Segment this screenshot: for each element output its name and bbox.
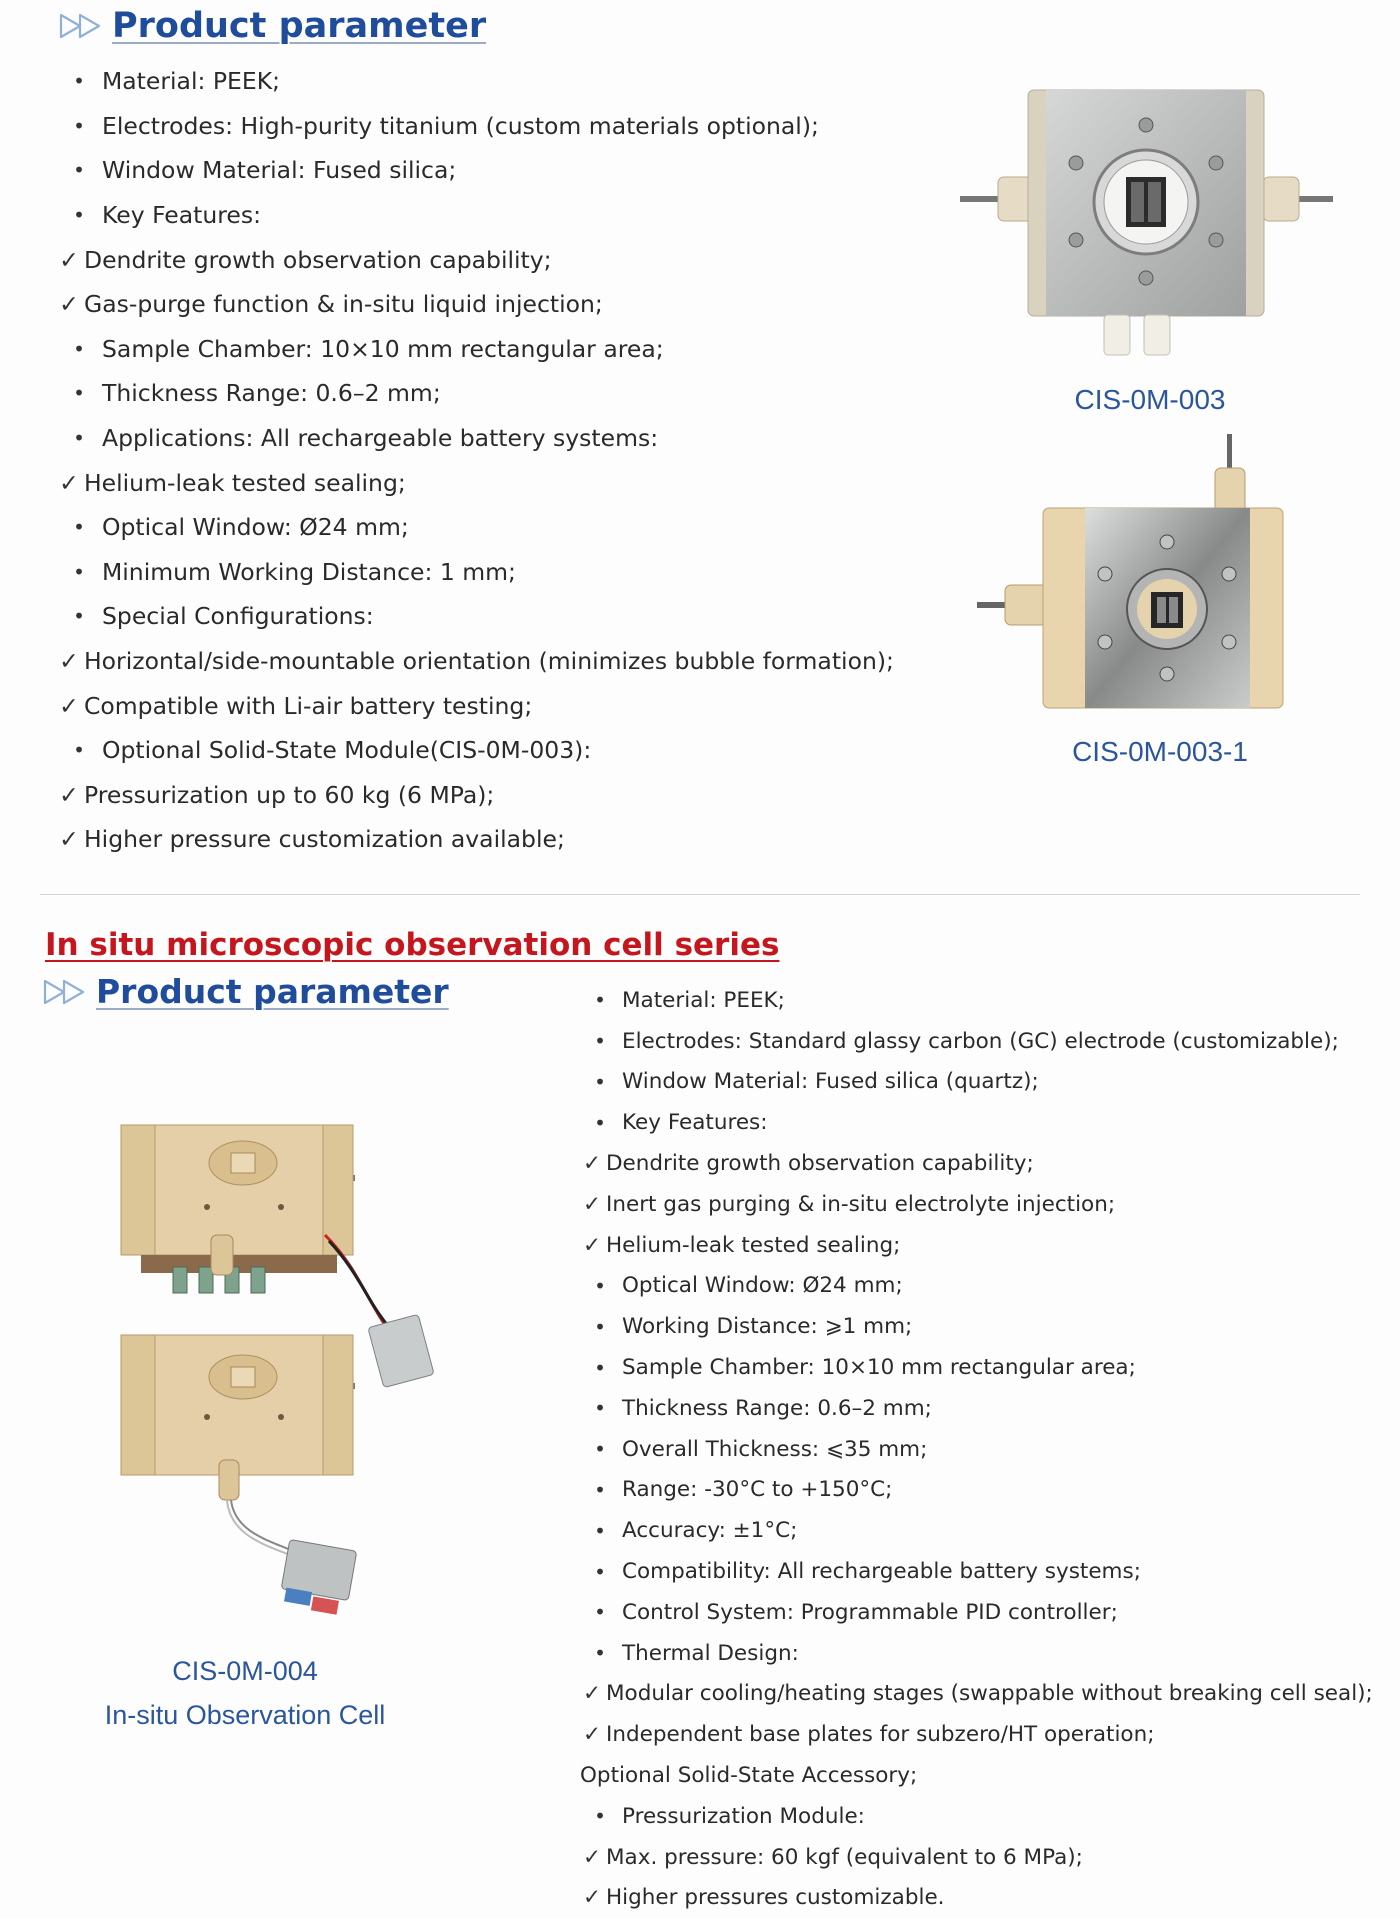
product-caption-cis-0m-003: CIS-0M-003 <box>1074 384 1226 415</box>
checkmark-icon: ✓ <box>59 691 79 720</box>
parameter-text: Dendrite growth observation capability; <box>84 245 552 274</box>
parameter-text: Pressurization Module: <box>622 1803 865 1829</box>
parameter-item <box>56 371 894 416</box>
bullet-icon: • <box>594 1396 606 1421</box>
parameter-item <box>56 237 894 282</box>
parameter-item <box>56 282 894 327</box>
checkmark-icon: ✓ <box>582 1844 601 1870</box>
product-image-cis-0m-004 <box>115 1115 455 1615</box>
bullet-icon: • <box>73 113 85 138</box>
bullet-icon: • <box>594 988 606 1013</box>
parameter-text: Optional Solid-State Module(CIS-0M-003): <box>102 736 592 765</box>
bullet-icon: • <box>594 1477 606 1502</box>
checkmark-icon: ✓ <box>582 1191 601 1217</box>
parameter-text: Special Configurations: <box>102 602 374 631</box>
parameter-text: Window Material: Fused silica; <box>102 156 457 185</box>
product-caption-cis-0m-003-1: CIS-0M-003-1 <box>1072 736 1248 767</box>
parameter-text: Helium-leak tested sealing; <box>84 468 406 497</box>
bullet-icon: • <box>73 336 85 361</box>
bullet-icon: • <box>73 604 85 629</box>
parameter-item <box>56 416 894 461</box>
section1-heading-text: Product parameter <box>112 6 487 46</box>
bullet-icon: • <box>594 1273 606 1298</box>
section1-heading <box>58 6 486 46</box>
bullet-icon: • <box>594 1559 606 1584</box>
bullet-icon: • <box>594 1804 606 1829</box>
parameter-item <box>56 683 894 728</box>
bullet-icon: • <box>73 426 85 451</box>
parameter-item <box>580 1551 1373 1592</box>
parameter-item <box>56 550 894 595</box>
bullet-icon: • <box>594 1600 606 1625</box>
parameter-text: Optical Window: Ø24 mm; <box>622 1273 903 1299</box>
parameter-text: Sample Chamber: 10×10 mm rectangular area; <box>622 1355 1136 1381</box>
parameter-item <box>56 148 894 193</box>
parameter-item <box>580 980 1373 1021</box>
parameter-text: Electrodes: Standard glassy carbon (GC) electrode (customizable); <box>622 1028 1339 1054</box>
parameter-text: Key Features: <box>102 201 262 230</box>
parameter-text: Thermal Design: <box>622 1640 799 1666</box>
parameter-text: Inert gas purging & in-situ electrolyte injection; <box>606 1191 1116 1217</box>
parameter-text: Key Features: <box>622 1110 768 1136</box>
parameter-item <box>580 1143 1373 1184</box>
checkmark-icon: ✓ <box>59 780 79 809</box>
parameter-text: Gas-purge function & in-situ liquid injection; <box>84 290 603 319</box>
parameter-item <box>580 1429 1373 1470</box>
parameter-item <box>56 817 894 862</box>
parameter-item <box>580 1714 1373 1755</box>
checkmark-icon: ✓ <box>582 1232 601 1258</box>
parameter-text: Pressurization up to 60 kg (6 MPa); <box>84 780 495 809</box>
bullet-icon: • <box>594 1029 606 1054</box>
parameter-item <box>580 1837 1373 1878</box>
bullet-icon: • <box>594 1437 606 1462</box>
parameter-text: Max. pressure: 60 kgf (equivalent to 6 MPa); <box>606 1844 1083 1870</box>
parameter-item <box>580 1102 1373 1143</box>
parameter-text: Material: PEEK; <box>102 67 281 96</box>
product-caption-cis-0m-004: CIS-0M-004 <box>172 1656 318 1686</box>
parameter-text: Working Distance: ⩾1 mm; <box>622 1314 913 1340</box>
parameter-item <box>56 104 894 149</box>
parameter-item <box>580 1755 1373 1796</box>
parameter-item <box>580 1266 1373 1307</box>
parameter-text: Thickness Range: 0.6–2 mm; <box>622 1395 932 1421</box>
parameter-item <box>580 1184 1373 1225</box>
checkmark-icon: ✓ <box>582 1681 601 1707</box>
parameter-text: Independent base plates for subzero/HT operation; <box>606 1722 1155 1748</box>
parameter-text: Modular cooling/heating stages (swappable without breaking cell seal); <box>606 1681 1373 1707</box>
bullet-icon: • <box>594 1069 606 1094</box>
parameter-item <box>580 1510 1373 1551</box>
parameter-item <box>56 59 894 104</box>
parameter-text: Accuracy: ±1°C; <box>622 1518 798 1544</box>
bullet-icon: • <box>594 1110 606 1135</box>
bullet-icon: • <box>73 203 85 228</box>
parameter-item <box>580 1347 1373 1388</box>
parameter-text: Horizontal/side-mountable orientation (minimizes bubble formation); <box>84 647 894 676</box>
parameter-item <box>56 594 894 639</box>
parameter-text: Optional Solid-State Accessory; <box>580 1763 918 1789</box>
parameter-item <box>56 773 894 818</box>
parameter-text: Range: -30°C to +150°C; <box>622 1477 893 1503</box>
bullet-icon: • <box>594 1314 606 1339</box>
bullet-icon: • <box>594 1641 606 1666</box>
parameter-item <box>580 1592 1373 1633</box>
double-arrow-icon <box>58 11 106 41</box>
bullet-icon: • <box>594 1355 606 1380</box>
section1-parameter-list <box>56 59 894 862</box>
parameter-text: Minimum Working Distance: 1 mm; <box>102 557 516 586</box>
parameter-item <box>580 1388 1373 1429</box>
parameter-item <box>580 1796 1373 1837</box>
parameter-text: Sample Chamber: 10×10 mm rectangular area; <box>102 334 664 363</box>
parameter-item <box>56 327 894 372</box>
parameter-text: Compatible with Li-air battery testing; <box>84 691 533 720</box>
parameter-item <box>580 1633 1373 1674</box>
parameter-text: Dendrite growth observation capability; <box>606 1151 1034 1177</box>
checkmark-icon: ✓ <box>582 1885 601 1911</box>
parameter-item <box>56 505 894 550</box>
bullet-icon: • <box>73 559 85 584</box>
product-image-cis-0m-003 <box>958 85 1338 365</box>
bullet-icon: • <box>73 158 85 183</box>
parameter-item <box>56 193 894 238</box>
parameter-item <box>580 1225 1373 1266</box>
parameter-text: Overall Thickness: ⩽35 mm; <box>622 1436 928 1462</box>
bullet-icon: • <box>594 1518 606 1543</box>
parameter-item <box>580 1062 1373 1103</box>
parameter-text: Window Material: Fused silica (quartz); <box>622 1069 1039 1095</box>
bullet-icon: • <box>73 515 85 540</box>
section2-heading <box>42 972 449 1011</box>
parameter-item <box>580 1470 1373 1511</box>
parameter-item <box>580 1674 1373 1715</box>
parameter-text: Compatibility: All rechargeable battery systems; <box>622 1559 1141 1585</box>
double-arrow-icon <box>42 977 90 1007</box>
product-image-cis-0m-003-1 <box>975 432 1295 714</box>
bullet-icon: • <box>73 738 85 763</box>
parameter-item <box>56 639 894 684</box>
parameter-item <box>56 460 894 505</box>
parameter-text: Material: PEEK; <box>622 987 785 1013</box>
bullet-icon: • <box>73 69 85 94</box>
section-divider <box>40 894 1360 895</box>
parameter-item <box>56 728 894 773</box>
product-caption-in-situ-observation-cell: In-situ Observation Cell <box>104 1700 386 1730</box>
parameter-text: Higher pressure customization available; <box>84 825 565 854</box>
checkmark-icon: ✓ <box>59 245 79 274</box>
checkmark-icon: ✓ <box>59 290 79 319</box>
parameter-item <box>580 1306 1373 1347</box>
checkmark-icon: ✓ <box>582 1151 601 1177</box>
parameter-text: Helium-leak tested sealing; <box>606 1232 901 1258</box>
checkmark-icon: ✓ <box>59 647 79 676</box>
series-title: In situ microscopic observation cell series <box>45 927 780 963</box>
parameter-item <box>580 1021 1373 1062</box>
parameter-item <box>580 1878 1373 1918</box>
section2-parameter-list <box>580 980 1373 1918</box>
checkmark-icon: ✓ <box>582 1722 601 1748</box>
parameter-text: Thickness Range: 0.6–2 mm; <box>102 379 441 408</box>
parameter-text: Higher pressures customizable. <box>606 1885 945 1911</box>
parameter-text: Control System: Programmable PID controller; <box>622 1599 1118 1625</box>
parameter-text: Electrodes: High-purity titanium (custom materials optional); <box>102 111 819 140</box>
checkmark-icon: ✓ <box>59 825 79 854</box>
parameter-text: Applications: All rechargeable battery systems: <box>102 424 659 453</box>
bullet-icon: • <box>73 381 85 406</box>
section2-heading-text: Product parameter <box>96 972 449 1011</box>
checkmark-icon: ✓ <box>59 468 79 497</box>
parameter-text: Optical Window: Ø24 mm; <box>102 513 409 542</box>
